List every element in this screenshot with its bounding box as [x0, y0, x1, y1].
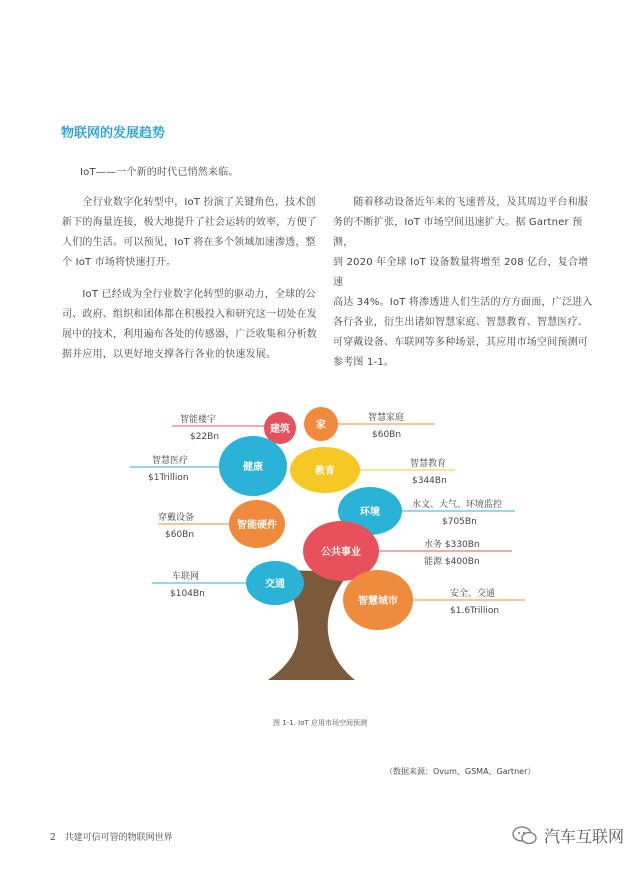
text-line: 据并应用，以更好地支撑各行各业的快速发展。 — [62, 349, 277, 360]
node-jiankang — [219, 436, 287, 496]
node-jia — [304, 407, 338, 441]
node-label: 教育 — [315, 466, 335, 477]
annotation-value: $60Bn — [165, 530, 195, 540]
text-line: 务的不断扩张，IoT 市场空间迅速扩大。据 Gartner 预测， — [333, 217, 583, 248]
node-jiaotong — [246, 561, 304, 605]
annotation-name: 智慧家庭 — [368, 413, 405, 423]
annotation-name: 智慧教育 — [410, 459, 447, 469]
node-label: 智慧城市 — [358, 596, 398, 607]
node-label: 建筑 — [270, 424, 290, 435]
node-zhihui-chengshi — [343, 570, 413, 630]
node-label: 智能硬件 — [237, 520, 277, 531]
node-label: 环境 — [360, 507, 380, 518]
node-jiaoyu — [290, 447, 360, 493]
text-line: 随着移动设备近年来的飞速普及，及其周边平台和服 — [333, 197, 588, 208]
annotation-value: 能源 $400Bn — [424, 557, 480, 567]
annotation-value: $60Bn — [372, 430, 402, 440]
iot-tree-figure — [0, 400, 640, 720]
figure-caption: 图 1-1. IoT 应用市场空间预测 — [273, 719, 367, 727]
node-label: 交通 — [265, 579, 285, 590]
intro-text: IoT——一个新的时代已悄然来临。 — [80, 167, 239, 178]
watermark — [512, 824, 624, 847]
text-line: 人们的生活。可以预见，IoT 将在多个领域加速渗透，整 — [62, 237, 316, 248]
page-footer — [50, 830, 173, 843]
right-paragraph — [333, 193, 593, 373]
annotation-value: $22Bn — [190, 432, 220, 442]
node-zhineng-yingjian — [229, 500, 285, 548]
annotation-name: 水务 $330Bn — [424, 540, 480, 550]
left-paragraph-2 — [62, 285, 322, 365]
text-line: 到 2020 年全球 IoT 设备数量将增至 208 亿台，复合增速 — [333, 257, 589, 288]
node-jianzhu — [264, 412, 296, 444]
text-line: 全行业数字化转型中，IoT 扮演了关键角色，技术创 — [62, 197, 316, 208]
tree-diagram — [0, 400, 640, 720]
annotation-value: $1Trillion — [148, 473, 189, 483]
annotation-name: 安全、交通 — [450, 589, 496, 599]
annotation-value: $1.6Trillion — [450, 606, 500, 616]
text-line: 司、政府、组织和团体都在积极投入和研究这一切处在发 — [62, 309, 317, 320]
data-source: （数据来源：Ovum、GSMA、Gartner） — [385, 767, 536, 776]
annotation-value: $104Bn — [170, 589, 205, 599]
watermark-text: 汽车互联网 — [544, 827, 625, 846]
page-number: 2 — [50, 833, 56, 843]
node-label: 家 — [316, 420, 326, 431]
text-line: 个 IoT 市场将快速打开。 — [62, 257, 177, 268]
section-heading: 物联网的发展趋势 — [61, 126, 166, 141]
text-line: 高达 34%。IoT 将渗透进人们生活的方方面面，广泛进入 — [333, 297, 593, 308]
node-label: 健康 — [243, 462, 263, 473]
text-line: 展中的技术，利用遍布各处的传感器，广泛收集和分析数 — [62, 329, 317, 340]
footer-title: 共建可信可管的物联网世界 — [64, 833, 173, 843]
text-line: 新下的海量连接，极大地提升了社会运转的效率，方便了 — [62, 217, 317, 228]
left-paragraph-1 — [62, 193, 322, 273]
text-line: 可穿戴设备、车联网等多种场景，其应用市场空间预测可 — [333, 337, 588, 348]
annotation-name: 水文、大气、环境监控 — [412, 500, 503, 510]
annotation-name: 智能楼宇 — [180, 415, 217, 425]
wechat-icon — [512, 825, 538, 847]
node-label: 公共事业 — [321, 547, 361, 558]
annotation-value: $705Bn — [442, 517, 477, 527]
text-line: IoT 已经成为全行业数字化转型的驱动力，全球的公 — [62, 289, 316, 300]
annotation-value: $344Bn — [412, 476, 447, 486]
annotation-name: 穿戴设备 — [158, 513, 195, 523]
text-line: 各行各业，衍生出诸如智慧家庭、智慧教育、智慧医疗、 — [333, 317, 588, 328]
annotation-name: 车联网 — [172, 572, 200, 582]
text-line: 参考图 1-1。 — [333, 357, 395, 368]
annotation-name: 智慧医疗 — [152, 456, 189, 466]
